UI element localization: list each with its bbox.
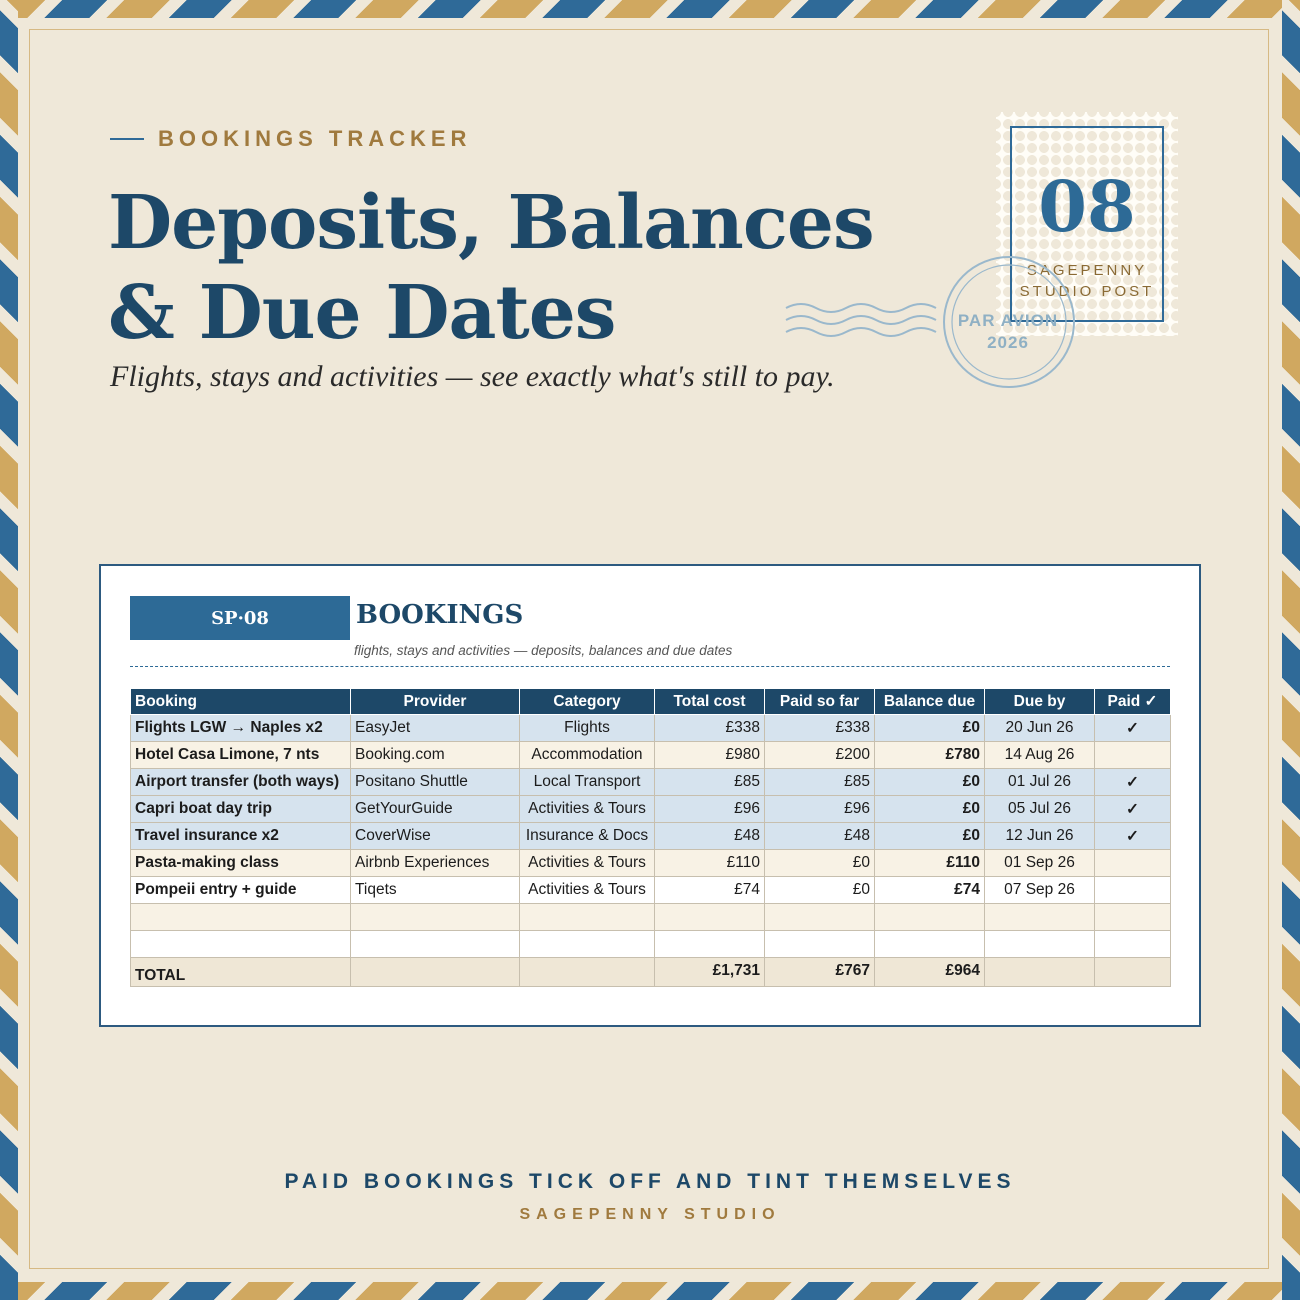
airmail-border-top	[0, 0, 1300, 18]
cell-paid-check[interactable]	[1095, 850, 1171, 877]
cell-total-cost[interactable]: £74	[655, 877, 765, 904]
sheet-tag: SP·08	[130, 596, 350, 640]
page-subtitle: Flights, stays and activities — see exactly what's still to pay.	[110, 360, 835, 393]
col-header-due-by[interactable]: Due by	[985, 689, 1095, 715]
cell-balance-due[interactable]: £74	[875, 877, 985, 904]
stamp-frame	[1010, 126, 1164, 322]
total-row	[131, 958, 1171, 987]
cell-paid-so-far[interactable]: £0	[765, 877, 875, 904]
cell-booking[interactable]: Hotel Casa Limone, 7 nts	[131, 742, 351, 769]
cell-balance-due[interactable]: £0	[875, 796, 985, 823]
cell-paid-check[interactable]: ✓	[1095, 796, 1171, 823]
empty-cell[interactable]	[351, 904, 520, 931]
cell-total-cost[interactable]: £96	[655, 796, 765, 823]
cell-total-cost[interactable]: £85	[655, 769, 765, 796]
eyebrow	[110, 126, 471, 152]
cell-category[interactable]: Flights	[520, 715, 655, 742]
postmark-text-2: 2026	[987, 333, 1029, 352]
cell-paid-check[interactable]: ✓	[1095, 715, 1171, 742]
table-header-row	[131, 689, 1171, 715]
cell-balance-due[interactable]: £780	[875, 742, 985, 769]
table-row	[131, 715, 1171, 742]
table-row	[131, 769, 1171, 796]
cell-paid-so-far[interactable]: £0	[765, 850, 875, 877]
bookings-table	[130, 688, 1171, 987]
airmail-border-left	[0, 0, 18, 1300]
empty-cell[interactable]	[520, 904, 655, 931]
empty-cell[interactable]	[875, 904, 985, 931]
cell-paid-check[interactable]	[1095, 742, 1171, 769]
cell-booking[interactable]: Travel insurance x2	[131, 823, 351, 850]
cell-paid-check[interactable]	[1095, 877, 1171, 904]
cell-due-by[interactable]: 01 Sep 26	[985, 850, 1095, 877]
cell-provider[interactable]: Tiqets	[351, 877, 520, 904]
cell-due-by[interactable]: 12 Jun 26	[985, 823, 1095, 850]
postmark-text-1: PAR AVION	[957, 311, 1059, 330]
empty-cell[interactable]	[131, 931, 351, 958]
cell-booking[interactable]: Pompeii entry + guide	[131, 877, 351, 904]
cell-due-by[interactable]: 14 Aug 26	[985, 742, 1095, 769]
cell-paid-so-far[interactable]: £48	[765, 823, 875, 850]
cell-balance-due[interactable]: £0	[875, 769, 985, 796]
empty-cell[interactable]	[985, 931, 1095, 958]
cell-paid-so-far[interactable]: £338	[765, 715, 875, 742]
cell-booking[interactable]: Capri boat day trip	[131, 796, 351, 823]
stamp-label	[1012, 260, 1162, 302]
cell-booking[interactable]: Airport transfer (both ways)	[131, 769, 351, 796]
cell-total-cost[interactable]: £48	[655, 823, 765, 850]
eyebrow-dash	[110, 138, 144, 140]
total-balance-sum[interactable]: £964	[875, 958, 985, 987]
cell-balance-due[interactable]: £0	[875, 823, 985, 850]
empty-cell[interactable]	[985, 958, 1095, 987]
cell-provider[interactable]: CoverWise	[351, 823, 520, 850]
cell-balance-due[interactable]: £110	[875, 850, 985, 877]
stamp-number: 08	[1038, 165, 1136, 248]
cell-paid-check[interactable]: ✓	[1095, 823, 1171, 850]
empty-cell[interactable]	[520, 931, 655, 958]
page-title	[108, 178, 928, 358]
cell-provider[interactable]: Booking.com	[351, 742, 520, 769]
empty-cell[interactable]	[765, 904, 875, 931]
cell-category[interactable]: Local Transport	[520, 769, 655, 796]
sheet-title: BOOKINGS	[356, 600, 524, 630]
cell-due-by[interactable]: 07 Sep 26	[985, 877, 1095, 904]
col-header-paid-so-far[interactable]: Paid so far	[765, 689, 875, 715]
footer-brand: SAGEPENNY STUDIO	[519, 1206, 781, 1223]
sheet-subtitle: flights, stays and activities — deposits, balances and due dates	[354, 643, 733, 658]
cell-category[interactable]: Insurance & Docs	[520, 823, 655, 850]
table-row	[131, 796, 1171, 823]
empty-cell[interactable]	[1095, 931, 1171, 958]
cell-category[interactable]: Activities & Tours	[520, 850, 655, 877]
table-row	[131, 877, 1171, 904]
empty-row	[131, 931, 1171, 958]
cell-paid-check[interactable]: ✓	[1095, 769, 1171, 796]
empty-cell[interactable]	[1095, 958, 1171, 987]
cell-total-cost[interactable]: £110	[655, 850, 765, 877]
title-line-1: Deposits, Balances	[108, 180, 874, 266]
cell-paid-so-far[interactable]: £96	[765, 796, 875, 823]
eyebrow-label: BOOKINGS TRACKER	[158, 126, 472, 151]
total-label[interactable]: TOTAL	[131, 958, 351, 987]
table-row	[131, 742, 1171, 769]
cell-category[interactable]: Activities & Tours	[520, 877, 655, 904]
col-header-paid[interactable]: Paid ✓	[1095, 689, 1171, 715]
col-header-total-cost[interactable]: Total cost	[655, 689, 765, 715]
col-header-balance-due[interactable]: Balance due	[875, 689, 985, 715]
stamp-label-line-1: SAGEPENNY	[1026, 262, 1148, 279]
airmail-border-bottom	[0, 1282, 1300, 1300]
cell-provider[interactable]: Airbnb Experiences	[351, 850, 520, 877]
empty-cell[interactable]	[131, 904, 351, 931]
empty-cell[interactable]	[351, 931, 520, 958]
empty-cell[interactable]	[1095, 904, 1171, 931]
cell-booking[interactable]: Flights LGW → Naples x2	[131, 715, 351, 742]
empty-cell[interactable]	[351, 958, 520, 987]
cell-paid-so-far[interactable]: £200	[765, 742, 875, 769]
empty-cell[interactable]	[655, 931, 765, 958]
empty-cell[interactable]	[655, 904, 765, 931]
airmail-border-right	[1282, 0, 1300, 1300]
cell-balance-due[interactable]: £0	[875, 715, 985, 742]
footer-tagline: PAID BOOKINGS TICK OFF AND TINT THEMSELVES	[284, 1170, 1016, 1193]
col-header-category[interactable]: Category	[520, 689, 655, 715]
cell-due-by[interactable]: 05 Jul 26	[985, 796, 1095, 823]
empty-cell[interactable]	[875, 931, 985, 958]
table-row	[131, 823, 1171, 850]
cell-booking[interactable]: Pasta-making class	[131, 850, 351, 877]
empty-cell[interactable]	[985, 904, 1095, 931]
cell-category[interactable]: Accommodation	[520, 742, 655, 769]
cell-due-by[interactable]: 20 Jun 26	[985, 715, 1095, 742]
total-cost-sum[interactable]: £1,731	[655, 958, 765, 987]
cell-total-cost[interactable]: £980	[655, 742, 765, 769]
col-header-provider[interactable]: Provider	[351, 689, 520, 715]
empty-row	[131, 904, 1171, 931]
sheet-divider	[130, 666, 1170, 667]
table-row	[131, 850, 1171, 877]
cell-provider[interactable]: GetYourGuide	[351, 796, 520, 823]
cell-paid-so-far[interactable]: £85	[765, 769, 875, 796]
col-header-booking[interactable]: Booking	[131, 689, 351, 715]
cell-provider[interactable]: Positano Shuttle	[351, 769, 520, 796]
empty-cell[interactable]	[520, 958, 655, 987]
cell-total-cost[interactable]: £338	[655, 715, 765, 742]
cell-provider[interactable]: EasyJet	[351, 715, 520, 742]
stamp-label-line-2: STUDIO POST	[1019, 283, 1155, 300]
title-line-2: & Due Dates	[108, 270, 616, 356]
cell-category[interactable]: Activities & Tours	[520, 796, 655, 823]
cell-due-by[interactable]: 01 Jul 26	[985, 769, 1095, 796]
total-paid-sum[interactable]: £767	[765, 958, 875, 987]
empty-cell[interactable]	[765, 931, 875, 958]
